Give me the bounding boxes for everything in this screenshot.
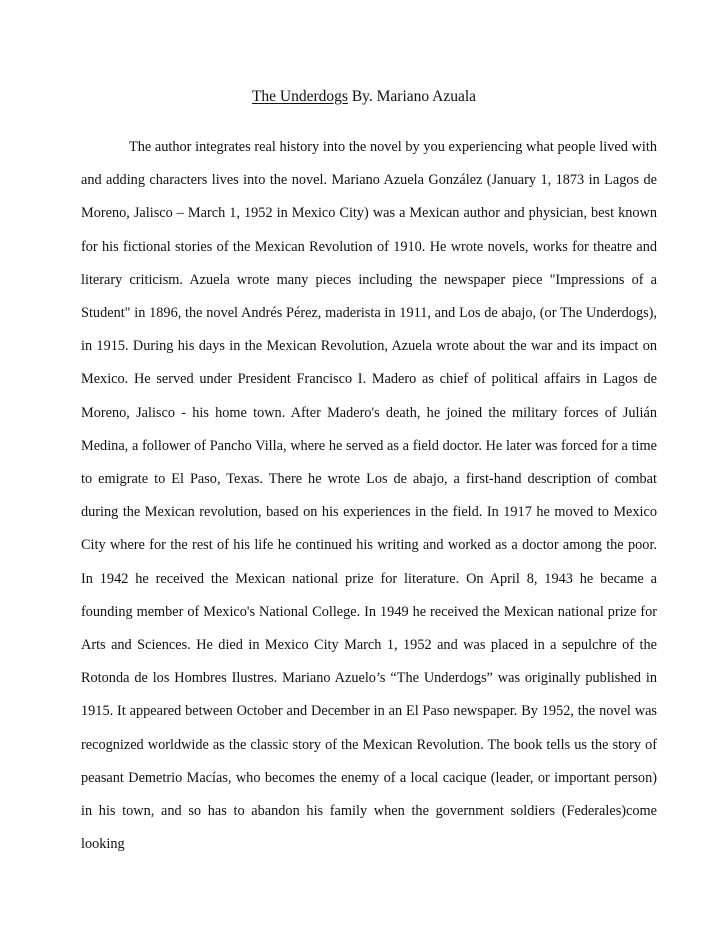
book-title: The Underdogs — [251, 88, 348, 105]
document-title — [0, 86, 728, 108]
body-paragraph: The author integrates real history into the novel by you experiencing what people lived with and adding characters lives into the novel. Mariano Azuela González (January 1, 1873 in Lagos de Moreno, Jalisco – March 1, 1952 in Mexico City) was a Mexican author and physician, best known for his fictional stories of the Mexican Revolution of 1910. He wrote novels, works for theatre and literary criticism. Azuela wrote many pieces including the newspaper piece "Impressions of a Student" in 1896, the novel Andrés Pérez, maderista in 1911, and Los de abajo, (or The Underdogs), in 1915. During his days in the Mexican Revolution, Azuela wrote about the war and its impact on Mexico. He served under President Francisco I. Madero as chief of political affairs in Lagos de Moreno, Jalisco - his home town. After Madero's death, he joined the military forces of Julián Medina, a follower of Pancho Villa, where he served as a field doctor. He later was forced for a time to emigrate to El Paso, Texas. There he wrote Los de abajo, a first-hand description of combat during the Mexican revolution, based on his experiences in the field. In 1917 he moved to Mexico City where for the rest of his life he continued his writing and worked as a doctor among the poor. In 1942 he received the Mexican national prize for literature. On April 8, 1943 he became a founding member of Mexico's National College. In 1949 he received the Mexican national prize for Arts and Sciences. He died in Mexico City March 1, 1952 and was placed in a sepulchre of the Rotonda de los Hombres Ilustres. Mariano Azuelo’s “The Underdogs” was originally published in 1915. It appeared between October and December in an El Paso newspaper. By 1952, the novel was recognized worldwide as the classic story of the Mexican Revolution. The book tells us the story of peasant Demetrio Macías, who becomes the enemy of a local cacique (leader, or important person) in his town, and so has to abandon his family when the government soldiers (Federales)come looking — [81, 139, 657, 853]
title-author: By. Mariano Azuala — [347, 88, 477, 105]
